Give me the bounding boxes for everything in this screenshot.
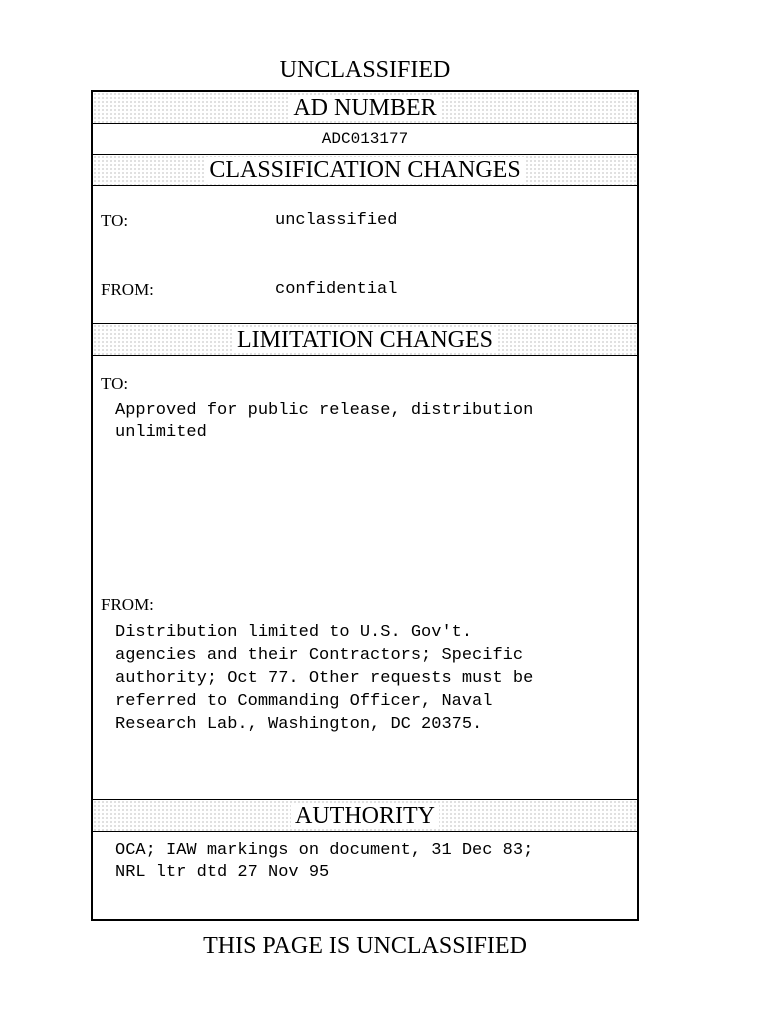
limitation-changes-header (93, 323, 637, 356)
limitation-to-text: Approved for public release, distribution unlimited (115, 401, 534, 442)
ad-number-value: ADC013177 (321, 130, 409, 148)
limitation-from-label: FROM: (101, 595, 154, 614)
classification-changes-title: CLASSIFICATION CHANGES (205, 157, 524, 183)
authority-header (93, 799, 637, 832)
classification-to-label: TO: (101, 211, 129, 230)
classification-changes-header (93, 154, 637, 186)
limitation-changes-title: LIMITATION CHANGES (233, 327, 497, 353)
classification-footer-banner: THIS PAGE IS UNCLASSIFIED (203, 933, 527, 959)
authority-title: AUTHORITY (291, 803, 439, 829)
ad-form (91, 90, 639, 921)
ad-number-title: AD NUMBER (289, 95, 440, 121)
classification-from-value: confidential (275, 280, 398, 299)
limitation-to-label: TO: (101, 374, 129, 393)
classification-to-value: unclassified (275, 211, 398, 230)
classification-header-banner: UNCLASSIFIED (279, 57, 451, 83)
ad-number-header (93, 92, 637, 124)
limitation-from-text: Distribution limited to U.S. Gov't. agencies and their Contractors; Specific authority; Oct 77. Other requests must be referred to Commanding Officer, Naval Research Lab., Washington, DC 20375. (115, 623, 534, 734)
classification-from-label: FROM: (101, 280, 154, 299)
authority-text: OCA; IAW markings on document, 31 Dec 83; NRL ltr dtd 27 Nov 95 (115, 841, 534, 882)
